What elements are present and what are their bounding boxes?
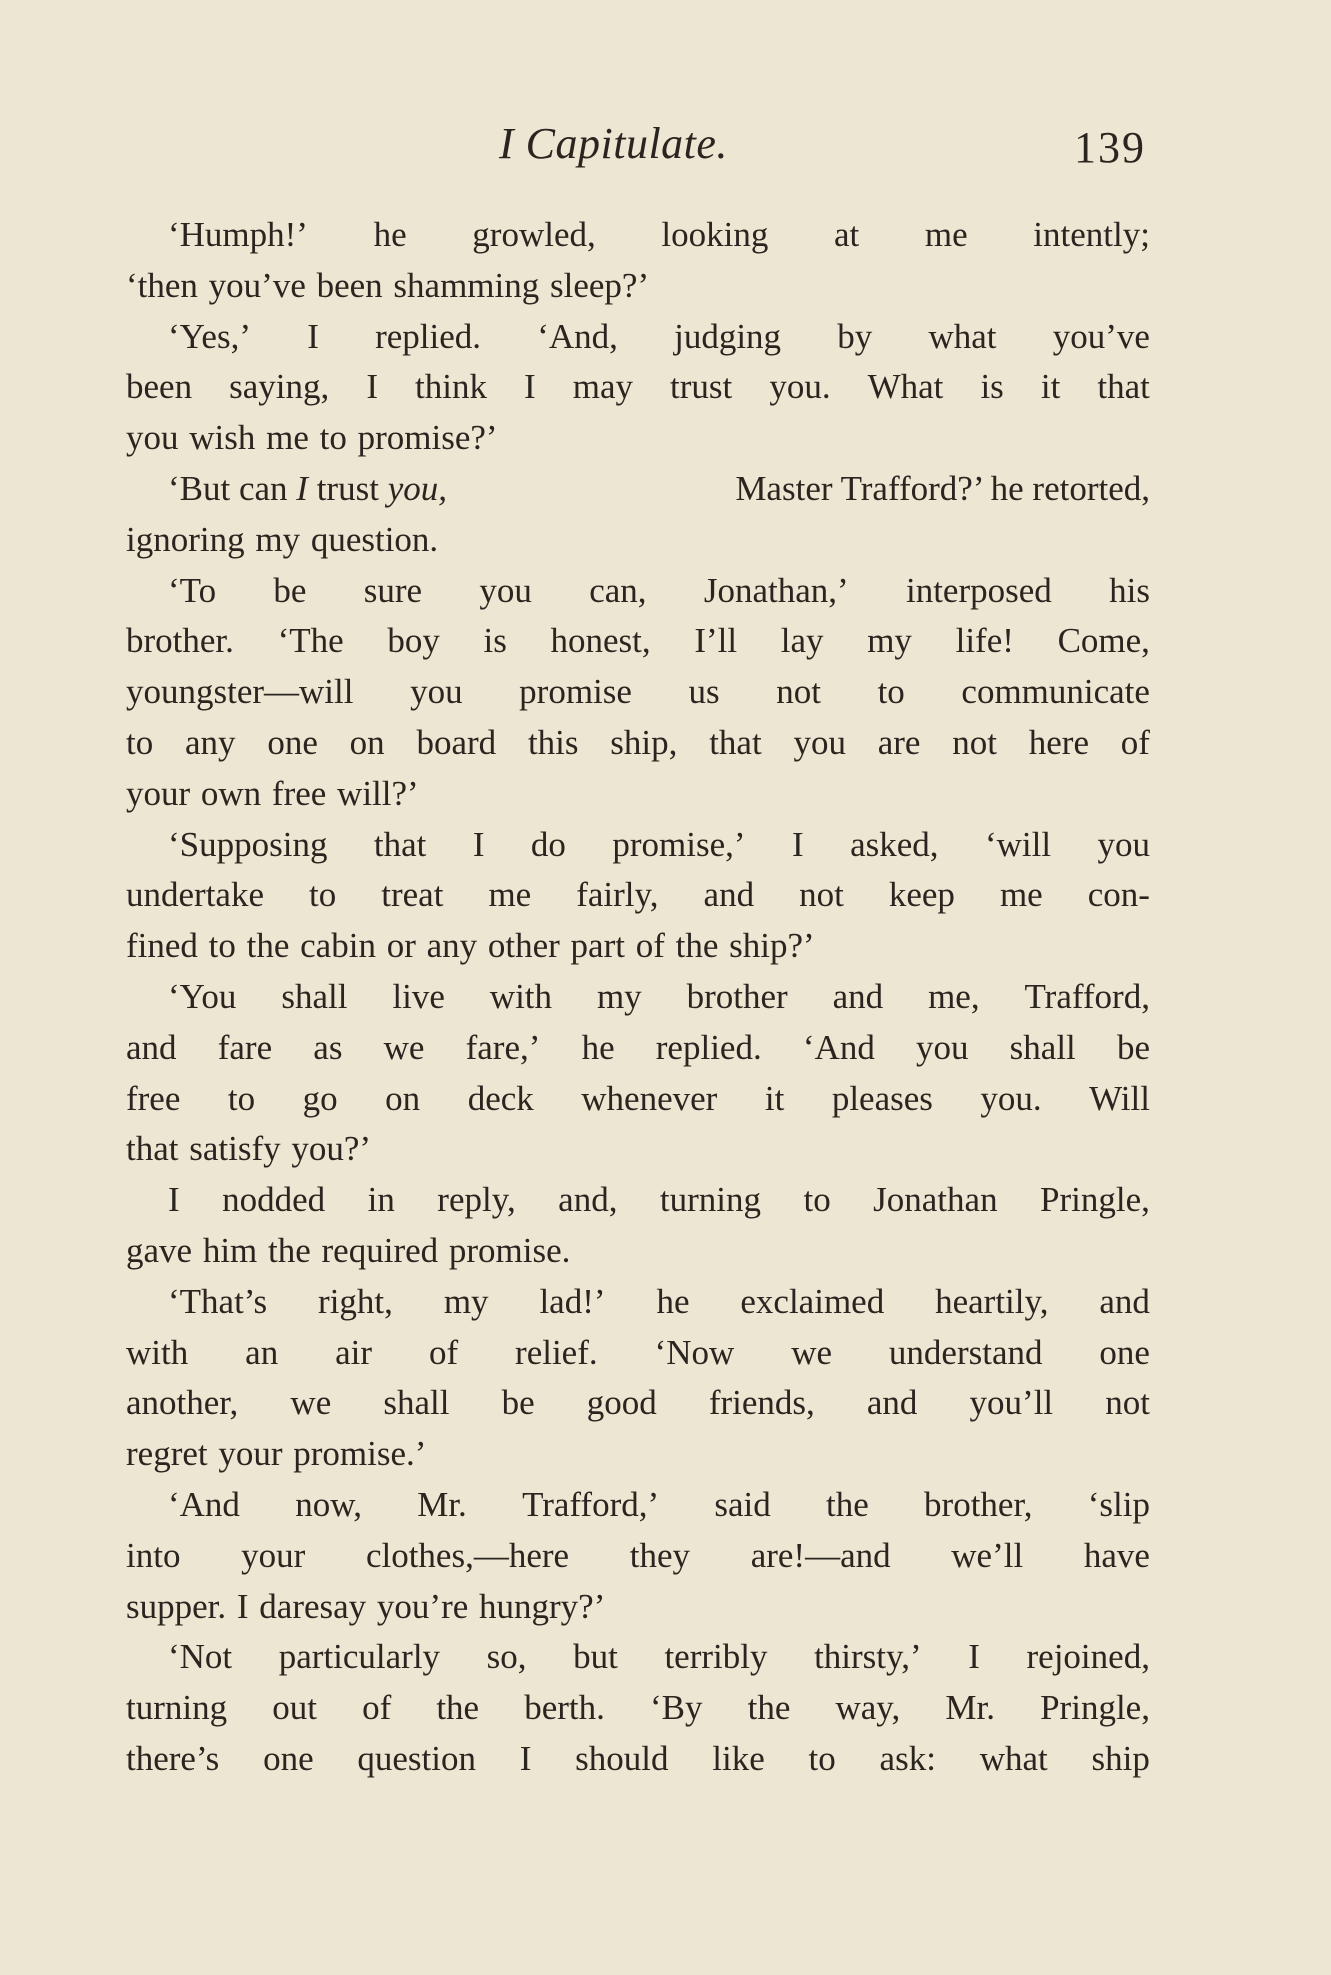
word: berth. bbox=[524, 1688, 605, 1728]
word: Trafford, bbox=[1024, 976, 1150, 1016]
word: life! bbox=[955, 621, 1014, 661]
word: you bbox=[479, 570, 532, 610]
word: to bbox=[808, 1738, 836, 1778]
word: ‘The bbox=[277, 621, 344, 661]
word: promise bbox=[519, 672, 632, 712]
word: and bbox=[1099, 1281, 1150, 1321]
word: that bbox=[1097, 367, 1150, 407]
word: in bbox=[367, 1180, 395, 1220]
text-line bbox=[126, 1277, 1150, 1328]
word: rejoined, bbox=[1026, 1637, 1150, 1677]
text-line: gave him the required promise. bbox=[126, 1230, 571, 1270]
word: should bbox=[575, 1738, 669, 1778]
word: and bbox=[866, 1383, 918, 1423]
text-line bbox=[126, 616, 1150, 667]
word: one bbox=[1099, 1332, 1150, 1372]
word: ship, bbox=[610, 722, 678, 762]
word: shall bbox=[383, 1383, 450, 1423]
word: we bbox=[791, 1332, 832, 1372]
word: to bbox=[227, 1078, 256, 1118]
text-line bbox=[126, 1023, 1150, 1074]
word: ship bbox=[1091, 1738, 1150, 1778]
word: there’s bbox=[126, 1738, 220, 1778]
word: of bbox=[1120, 722, 1150, 762]
word: it bbox=[1040, 367, 1061, 407]
word: Pringle, bbox=[1040, 1688, 1150, 1728]
word: good bbox=[586, 1383, 657, 1423]
word: shall bbox=[281, 976, 348, 1016]
word: right, bbox=[318, 1281, 393, 1321]
word: Mr. bbox=[417, 1484, 467, 1524]
text-line: your own free will?’ bbox=[126, 773, 419, 813]
word: What bbox=[867, 367, 944, 407]
word: I bbox=[307, 316, 319, 356]
word: ‘And bbox=[802, 1027, 875, 1067]
word: and bbox=[703, 875, 755, 915]
text-fragment: ‘But can I trust you, bbox=[168, 468, 447, 508]
word: now, bbox=[295, 1484, 362, 1524]
word: I bbox=[519, 1738, 532, 1778]
text-line bbox=[126, 1531, 1150, 1582]
word: me bbox=[924, 215, 968, 254]
word: ‘will bbox=[984, 824, 1052, 864]
word: me, bbox=[928, 976, 980, 1016]
word: of bbox=[428, 1332, 459, 1372]
text-line: that satisfy you?’ bbox=[126, 1129, 372, 1169]
word: thirsty,’ bbox=[814, 1637, 922, 1677]
word: you bbox=[410, 672, 463, 712]
word: relief. bbox=[515, 1332, 598, 1372]
word: ‘And, bbox=[537, 316, 618, 356]
word: like bbox=[712, 1738, 765, 1778]
word: are!—and bbox=[750, 1535, 891, 1575]
word: replied. bbox=[375, 316, 481, 356]
word: that bbox=[709, 722, 762, 762]
word: lad!’ bbox=[539, 1281, 606, 1321]
word: what bbox=[928, 316, 997, 356]
text-line: regret your promise.’ bbox=[126, 1434, 427, 1474]
word: one bbox=[267, 722, 318, 762]
word: been bbox=[126, 367, 193, 407]
word: saying, bbox=[229, 367, 330, 407]
word: Mr. bbox=[945, 1688, 995, 1728]
word: that bbox=[373, 824, 427, 864]
text-line bbox=[126, 667, 1150, 718]
word: Jonathan,’ bbox=[703, 570, 849, 610]
word: go bbox=[302, 1078, 338, 1118]
word: they bbox=[629, 1535, 691, 1575]
word: said bbox=[714, 1484, 771, 1524]
word: turning bbox=[659, 1180, 762, 1220]
word: my bbox=[867, 621, 912, 661]
word: to bbox=[877, 672, 905, 712]
text-line bbox=[126, 1734, 1150, 1785]
word: not bbox=[952, 722, 997, 762]
word: deck bbox=[467, 1078, 534, 1118]
word: heartily, bbox=[935, 1281, 1049, 1321]
word: think bbox=[415, 367, 487, 407]
word: Jonathan bbox=[873, 1180, 998, 1220]
word: turning bbox=[126, 1688, 228, 1728]
word: my bbox=[443, 1281, 489, 1321]
word: do bbox=[530, 824, 566, 864]
text-line bbox=[126, 1175, 1150, 1226]
word: you. bbox=[769, 367, 831, 407]
word: his bbox=[1109, 570, 1150, 610]
word: so, bbox=[486, 1637, 527, 1677]
word: con- bbox=[1087, 875, 1150, 915]
word: terribly bbox=[664, 1637, 768, 1677]
word: ‘That’s bbox=[168, 1281, 268, 1321]
word: brother. bbox=[126, 621, 234, 661]
word: I bbox=[968, 1637, 980, 1677]
word: we’ll bbox=[951, 1535, 1024, 1575]
text-line bbox=[126, 820, 1150, 871]
word: replied. bbox=[655, 1027, 762, 1067]
word: out bbox=[272, 1688, 317, 1728]
word: board bbox=[416, 722, 497, 762]
word: undertake bbox=[126, 875, 264, 915]
word: one bbox=[263, 1738, 314, 1778]
word: I’ll bbox=[694, 621, 738, 661]
text-line-with-italics bbox=[126, 464, 1150, 515]
text-line bbox=[126, 1328, 1150, 1379]
word: trust bbox=[670, 367, 733, 407]
word: be bbox=[273, 570, 307, 610]
word: are bbox=[877, 722, 921, 762]
word: it bbox=[764, 1078, 785, 1118]
word: lay bbox=[780, 621, 824, 661]
word: me bbox=[488, 875, 532, 915]
word: may bbox=[572, 367, 633, 407]
text-line bbox=[126, 566, 1150, 617]
word: by bbox=[837, 316, 873, 356]
page-header bbox=[126, 118, 1146, 188]
word: ‘slip bbox=[1087, 1484, 1150, 1524]
word: pleases bbox=[831, 1078, 933, 1118]
word: with bbox=[489, 976, 553, 1016]
word: not bbox=[1105, 1383, 1150, 1423]
word: asked, bbox=[850, 824, 939, 864]
word: you. bbox=[980, 1078, 1042, 1118]
word: this bbox=[527, 722, 579, 762]
word: my bbox=[596, 976, 642, 1016]
word: here bbox=[1028, 722, 1089, 762]
word: he bbox=[373, 215, 407, 254]
word: brother bbox=[686, 976, 788, 1016]
word: not bbox=[776, 672, 821, 712]
word: with bbox=[126, 1332, 189, 1372]
word: ‘Yes,’ bbox=[168, 316, 251, 356]
word: interposed bbox=[905, 570, 1052, 610]
word: fairly, bbox=[576, 875, 659, 915]
word: he bbox=[581, 1027, 615, 1067]
word: into bbox=[126, 1535, 181, 1575]
word: to bbox=[803, 1180, 831, 1220]
text-line: ignoring my question. bbox=[126, 519, 439, 559]
word: you bbox=[793, 722, 846, 762]
page-number: 139 bbox=[1074, 123, 1146, 172]
word: on bbox=[349, 722, 385, 762]
word: I bbox=[168, 1180, 180, 1220]
running-title: I Capitulate. bbox=[499, 119, 728, 168]
word: free bbox=[126, 1078, 181, 1118]
word: particularly bbox=[278, 1637, 441, 1677]
italic-word: you, bbox=[387, 468, 447, 508]
word: I bbox=[472, 824, 485, 864]
word: keep bbox=[888, 875, 955, 915]
word: honest, bbox=[550, 621, 651, 661]
word: you’ve bbox=[1052, 316, 1150, 356]
word: I bbox=[366, 367, 378, 407]
word: Will bbox=[1089, 1078, 1150, 1118]
word: fare bbox=[217, 1027, 273, 1067]
word: brother, bbox=[924, 1484, 1033, 1524]
word: I bbox=[791, 824, 804, 864]
word: another, bbox=[126, 1383, 239, 1423]
word: on bbox=[385, 1078, 421, 1118]
text-line: supper. I daresay you’re hungry?’ bbox=[126, 1586, 606, 1626]
word: me bbox=[999, 875, 1043, 915]
word: to bbox=[309, 875, 337, 915]
word: you bbox=[916, 1027, 969, 1067]
word: be bbox=[501, 1383, 535, 1423]
word: friends, bbox=[708, 1383, 815, 1423]
word: the bbox=[826, 1484, 869, 1524]
word: fare,’ bbox=[465, 1027, 541, 1067]
word: reply, bbox=[437, 1180, 516, 1220]
word: intently; bbox=[1033, 215, 1150, 254]
word: understand bbox=[888, 1332, 1043, 1372]
word: air bbox=[335, 1332, 373, 1372]
word: ‘Not bbox=[168, 1637, 233, 1677]
word: us bbox=[688, 672, 720, 712]
word: ‘And bbox=[168, 1484, 240, 1524]
text-line: ‘then you’ve been shamming sleep?’ bbox=[126, 265, 650, 305]
text-line bbox=[126, 1378, 1150, 1429]
word: looking bbox=[661, 215, 769, 254]
word: and bbox=[832, 976, 884, 1016]
word: Trafford,’ bbox=[522, 1484, 660, 1524]
text-line bbox=[126, 718, 1150, 769]
word: ‘You bbox=[168, 976, 237, 1016]
word: is bbox=[980, 367, 1004, 407]
body-text bbox=[126, 210, 1150, 1785]
word: but bbox=[573, 1637, 618, 1677]
word: I bbox=[524, 367, 536, 407]
word: nodded bbox=[222, 1180, 326, 1220]
text-line: you wish me to promise?’ bbox=[126, 418, 498, 458]
word: sure bbox=[363, 570, 423, 610]
word: ‘To bbox=[168, 570, 217, 610]
text-line bbox=[126, 1074, 1150, 1125]
word: be bbox=[1116, 1027, 1150, 1067]
text-line bbox=[126, 210, 1150, 261]
word: question bbox=[357, 1738, 476, 1778]
word: can, bbox=[589, 570, 647, 610]
word: way, bbox=[835, 1688, 901, 1728]
word: ‘Now bbox=[654, 1332, 735, 1372]
word: not bbox=[799, 875, 844, 915]
word: ‘By bbox=[649, 1688, 703, 1728]
word: to bbox=[126, 722, 154, 762]
word: your bbox=[241, 1535, 306, 1575]
text-line bbox=[126, 312, 1150, 363]
word: ask: bbox=[879, 1738, 936, 1778]
word: live bbox=[392, 976, 445, 1016]
word: the bbox=[436, 1688, 480, 1728]
word: whenever bbox=[581, 1078, 718, 1118]
word: promise,’ bbox=[612, 824, 746, 864]
word: clothes,—here bbox=[365, 1535, 570, 1575]
word: Pringle, bbox=[1040, 1180, 1150, 1220]
word: the bbox=[747, 1688, 791, 1728]
text-line: fined to the cabin or any other part of the ship?’ bbox=[126, 926, 815, 966]
text-line bbox=[126, 1480, 1150, 1531]
word: have bbox=[1083, 1535, 1150, 1575]
word: treat bbox=[381, 875, 444, 915]
word: you bbox=[1097, 824, 1150, 864]
word: any bbox=[185, 722, 236, 762]
word: is bbox=[483, 621, 507, 661]
word: communicate bbox=[961, 672, 1150, 712]
word: and bbox=[126, 1027, 177, 1067]
word: growled, bbox=[472, 215, 596, 254]
word: boy bbox=[387, 621, 440, 661]
text-line bbox=[126, 870, 1150, 921]
text-line bbox=[126, 972, 1150, 1023]
text-line bbox=[126, 1683, 1150, 1734]
word: he bbox=[656, 1281, 690, 1321]
text-fragment: Master Trafford?’ he retorted, bbox=[735, 468, 1150, 508]
word: exclaimed bbox=[740, 1281, 885, 1321]
word: what bbox=[979, 1738, 1048, 1778]
word: at bbox=[833, 215, 860, 254]
word: youngster—will bbox=[126, 672, 354, 712]
text-line bbox=[126, 362, 1150, 413]
word: and, bbox=[558, 1180, 618, 1220]
text-line bbox=[126, 1632, 1150, 1683]
word: we bbox=[383, 1027, 425, 1067]
word: ‘Humph!’ bbox=[168, 215, 308, 254]
word: you’ll bbox=[969, 1383, 1054, 1423]
word: of bbox=[362, 1688, 392, 1728]
word: we bbox=[290, 1383, 332, 1423]
word: shall bbox=[1009, 1027, 1076, 1067]
word: ‘Supposing bbox=[168, 824, 328, 864]
word: Come, bbox=[1057, 621, 1150, 661]
word: as bbox=[313, 1027, 343, 1067]
word: judging bbox=[674, 316, 782, 356]
italic-word: I bbox=[296, 468, 308, 508]
word: an bbox=[245, 1332, 279, 1372]
